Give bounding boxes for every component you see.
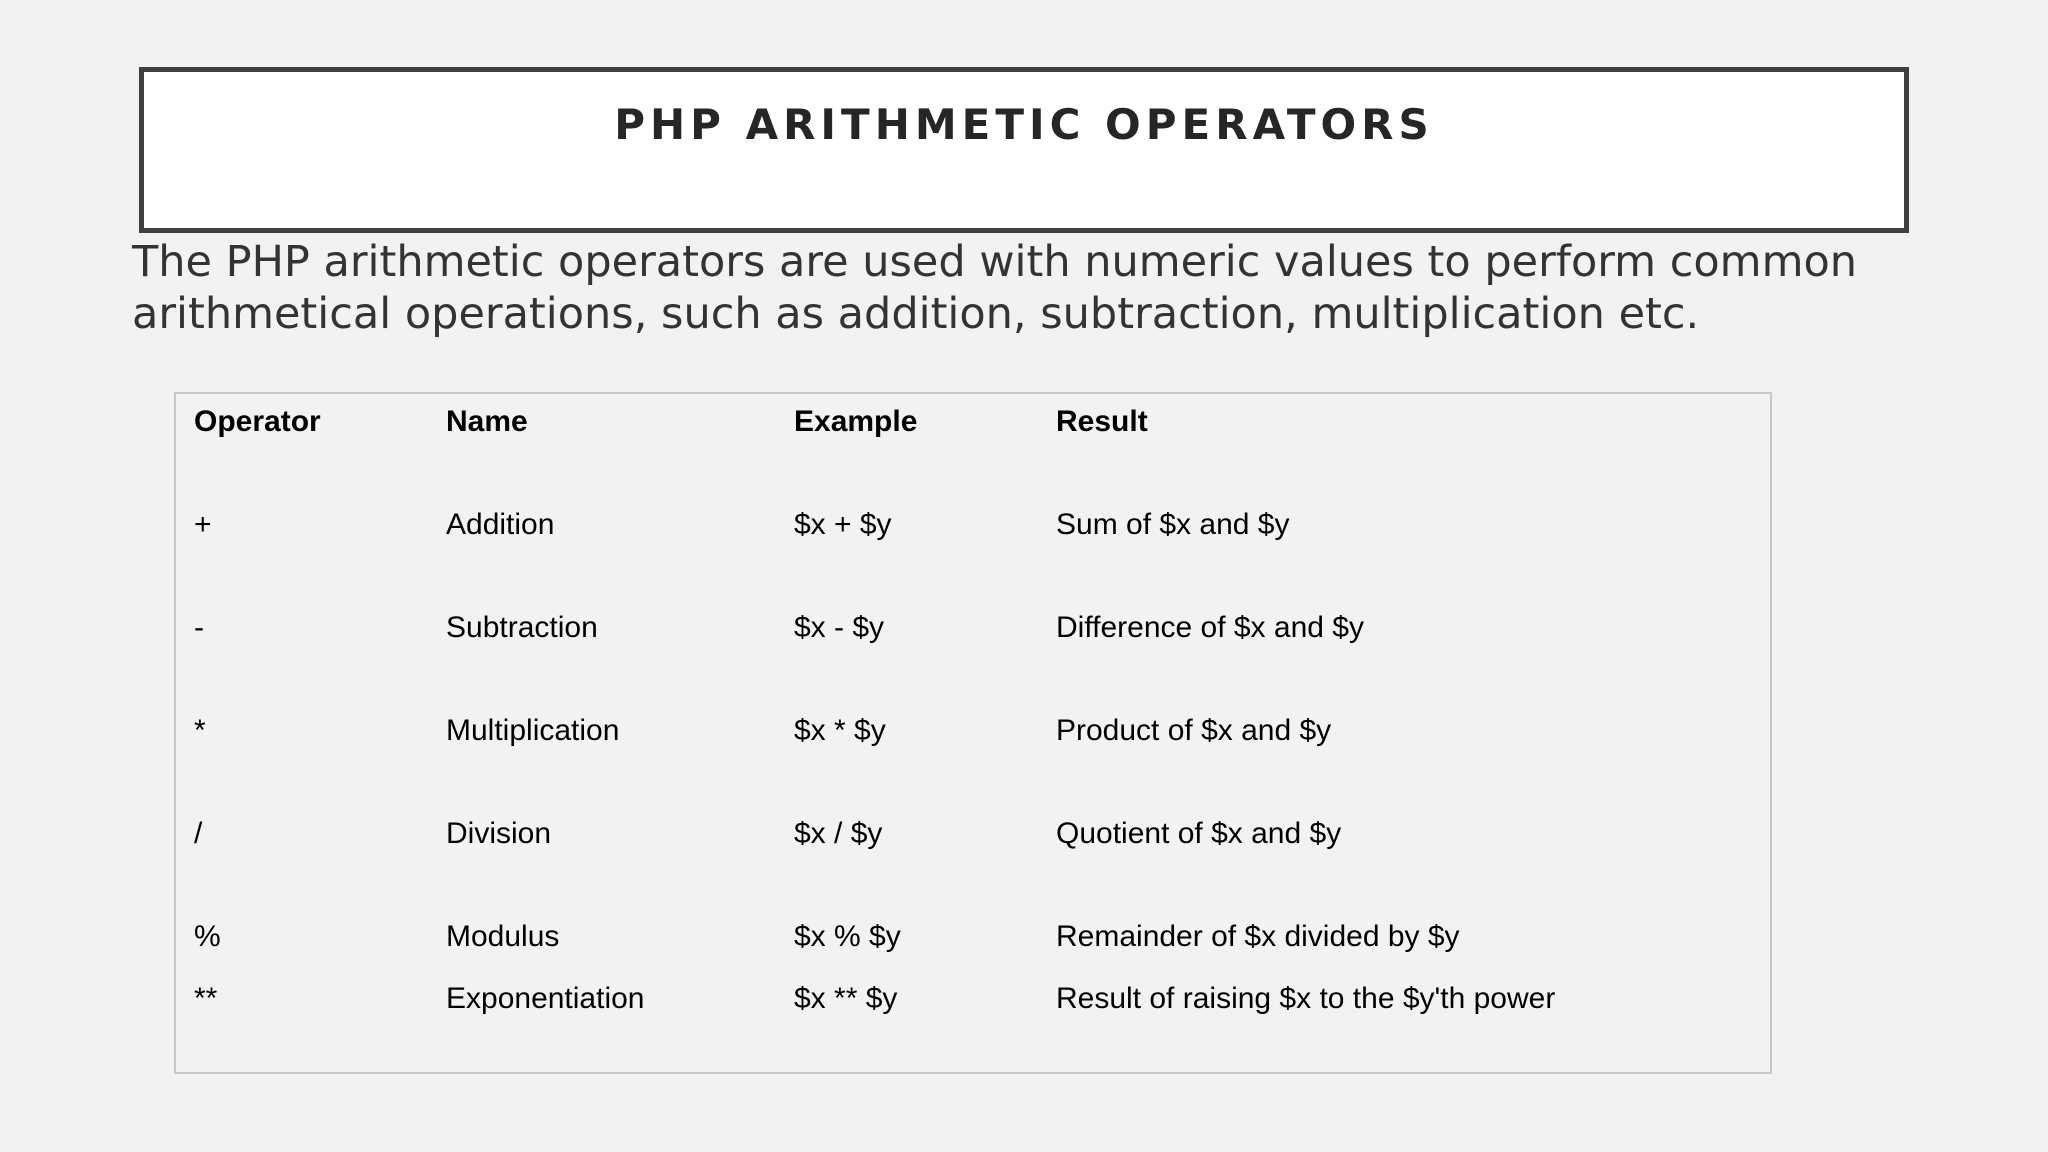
table-row-division-operator: / <box>194 817 203 850</box>
table-row-addition-operator: + <box>194 508 212 541</box>
table-row-subtraction-example: $x - $y <box>794 611 885 644</box>
header-operator: Operator <box>194 405 321 438</box>
table-row-subtraction-operator: - <box>194 611 204 644</box>
table-row-multiplication-example: $x * $y <box>794 714 886 747</box>
header-name: Name <box>446 405 528 438</box>
header-example: Example <box>794 405 918 438</box>
table-row-modulus-example: $x % $y <box>794 920 901 953</box>
table-row-modulus-operator: % <box>194 920 221 953</box>
table-row-modulus-result: Remainder of $x divided by $y <box>1056 920 1460 953</box>
title-box <box>139 67 1909 233</box>
table-row-division-name: Division <box>446 817 552 850</box>
operators-table <box>174 392 1772 1074</box>
table-row-multiplication-name: Multiplication <box>446 714 620 747</box>
table-row-addition-name: Addition <box>446 508 555 541</box>
table-row-exponentiation-result: Result of raising $x to the $y'th power <box>1056 982 1556 1015</box>
slide-title: PHP ARITHMETIC OPERATORS <box>614 100 1434 149</box>
table-row-multiplication-result: Product of $x and $y <box>1056 714 1332 747</box>
table-row-exponentiation-operator: ** <box>194 982 218 1015</box>
table-row-exponentiation-example: $x ** $y <box>794 982 898 1015</box>
intro-paragraph: The PHP arithmetic operators are used with numeric values to perform common arithmetical operations, such as addition, subtraction, multiplication etc. <box>132 237 1858 339</box>
table-row-division-result: Quotient of $x and $y <box>1056 817 1342 850</box>
table-row-modulus-name: Modulus <box>446 920 560 953</box>
table-row-division-example: $x / $y <box>794 817 883 850</box>
table-row-multiplication-operator: * <box>194 714 206 747</box>
table-row-subtraction-result: Difference of $x and $y <box>1056 611 1364 644</box>
table-row-subtraction-name: Subtraction <box>446 611 598 644</box>
table-row-addition-example: $x + $y <box>794 508 892 541</box>
header-result: Result <box>1056 405 1148 438</box>
table-row-exponentiation-name: Exponentiation <box>446 982 645 1015</box>
table-row-addition-result: Sum of $x and $y <box>1056 508 1290 541</box>
